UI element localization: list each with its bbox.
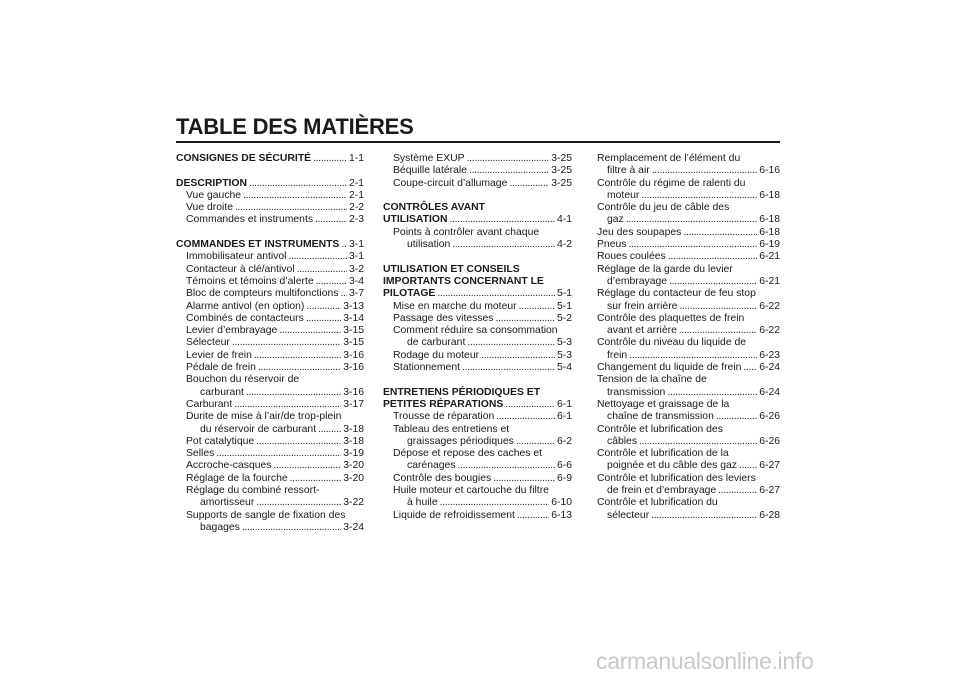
dot-leader: [519, 301, 555, 313]
toc-page-number: 4-2: [556, 239, 572, 251]
toc-entry-text: amortisseur: [200, 497, 255, 509]
toc-entry[interactable]: [383, 424, 572, 449]
dot-leader: [641, 190, 757, 202]
toc-entry[interactable]: [383, 153, 572, 165]
toc-page-number: 6-26: [759, 411, 780, 423]
toc-entry[interactable]: [597, 362, 780, 374]
dot-leader: [316, 276, 347, 288]
dot-leader: [667, 387, 757, 399]
toc-page-number: 5-1: [556, 300, 572, 312]
toc-entry-text: Réglage du contacteur de feu stop: [597, 288, 756, 300]
toc-entry-text: Comment réduire sa consommation: [393, 325, 558, 337]
toc-page-number: 5-3: [556, 337, 572, 349]
toc-entry-text: utilisation: [407, 239, 451, 251]
dot-leader: [628, 239, 757, 251]
toc-entry[interactable]: [383, 227, 572, 252]
toc-entry[interactable]: [176, 190, 364, 202]
dot-leader: [290, 473, 342, 485]
toc-entry[interactable]: [597, 251, 780, 263]
toc-entry-text: Contrôle et lubrification des leviers: [597, 472, 756, 484]
toc-page-number: 3-24: [343, 521, 364, 533]
dot-leader: [679, 301, 757, 313]
dot-leader: [493, 473, 555, 485]
toc-entry-text: CONSIGNES DE SÉCURITÉ: [176, 153, 312, 164]
dot-leader: [683, 227, 757, 239]
toc-entry-text: PILOTAGE: [383, 288, 436, 300]
toc-entry-text: Contrôle et lubrification du: [597, 497, 718, 509]
toc-entry-text: carénages: [407, 460, 456, 472]
toc-page-number: 6-26: [759, 435, 780, 447]
watermark: carmanualsonline.info: [596, 648, 814, 674]
toc-entry-text: chaîne de transmission: [607, 411, 714, 423]
dot-leader: [273, 460, 341, 472]
toc-entry[interactable]: [597, 178, 780, 203]
toc-entry-text: Pot catalytique: [186, 435, 255, 447]
toc-entry-text: ENTRETIENS PÉRIODIQUES ET: [383, 386, 541, 398]
toc-entry[interactable]: [383, 325, 572, 350]
dot-leader: [505, 399, 555, 411]
toc-page-number: 5-1: [556, 288, 572, 300]
toc-page-number: 5-4: [556, 362, 572, 374]
toc-page-number: 3-14: [343, 312, 364, 324]
toc-entry[interactable]: [176, 374, 364, 399]
toc-page-number: 3-13: [343, 300, 364, 312]
toc-entry-text: Selles: [186, 448, 215, 460]
dot-leader: [516, 436, 555, 448]
toc-entry-text: poignée et du câble des gaz: [607, 460, 737, 472]
toc-section-entry[interactable]: [176, 239, 364, 251]
toc-entry-text: Accroche-casques: [186, 460, 272, 472]
toc-page-number: 3-18: [343, 423, 364, 435]
toc-page-number: 6-1: [556, 411, 572, 423]
toc-entry[interactable]: [597, 337, 780, 362]
toc-entry[interactable]: [176, 473, 364, 485]
toc-entry-text: carburant: [200, 386, 244, 398]
toc-page-number: 6-16: [759, 165, 780, 177]
toc-entry[interactable]: [176, 288, 364, 300]
dot-leader: [467, 337, 555, 349]
dot-leader: [496, 411, 555, 423]
toc-entry-text: UTILISATION: [383, 214, 448, 226]
toc-page-number: 5-3: [556, 349, 572, 361]
toc-entry-text: Supports de sangle de fixation des: [186, 509, 346, 521]
toc-entry-text: Levier de frein: [186, 349, 252, 361]
toc-entry[interactable]: [383, 510, 572, 522]
toc-page-number: 3-17: [343, 398, 364, 410]
toc-entry[interactable]: [383, 485, 572, 510]
toc-entry-text: Huile moteur et cartouche du filtre: [393, 485, 549, 497]
toc-entry[interactable]: [383, 411, 572, 423]
toc-entry-text: Béquille latérale: [393, 165, 467, 177]
toc-page-number: 6-10: [551, 497, 572, 509]
toc-entry-text: Carburant: [186, 398, 233, 410]
toc-entry[interactable]: [597, 239, 780, 251]
toc-entry[interactable]: [383, 362, 572, 374]
toc-page-number: 6-6: [556, 460, 572, 472]
toc-entry[interactable]: [176, 301, 364, 313]
toc-page-number: 3-18: [343, 435, 364, 447]
toc-page-number: 6-13: [551, 509, 572, 521]
toc-entry[interactable]: [176, 251, 364, 263]
toc-page-number: 3-22: [343, 497, 364, 509]
toc-entry-text: Remplacement de l’élément du: [597, 153, 741, 164]
toc-entry[interactable]: [176, 436, 364, 448]
toc-entry-text: Sélecteur: [186, 337, 230, 349]
toc-entry[interactable]: [176, 202, 364, 214]
dot-leader: [235, 202, 347, 214]
dot-leader: [297, 264, 347, 276]
toc-page-number: 4-1: [556, 214, 572, 226]
toc-entry-text: sur frein arrière: [607, 300, 678, 312]
toc-entry-text: Liquide de refroidissement: [393, 509, 515, 521]
toc-entry-text: Bouchon du réservoir de: [186, 374, 300, 386]
toc-entry[interactable]: [383, 178, 572, 190]
dot-leader: [718, 485, 757, 497]
dot-leader: [313, 153, 347, 165]
toc-page-number: 3-16: [343, 362, 364, 374]
toc-entry-text: moteur: [607, 189, 640, 201]
dot-leader: [668, 251, 757, 263]
dot-leader: [629, 350, 757, 362]
toc-page-number: 6-23: [759, 349, 780, 361]
dot-leader: [306, 301, 341, 313]
toc-entry[interactable]: [176, 214, 364, 226]
toc-entry[interactable]: [597, 424, 780, 449]
toc-entry-text: Bloc de compteurs multifonctions: [186, 288, 339, 300]
dot-leader: [258, 362, 341, 374]
toc-page-number: 6-22: [759, 300, 780, 312]
toc-entry[interactable]: [597, 227, 780, 239]
dot-leader: [469, 165, 549, 177]
dot-leader: [437, 288, 555, 300]
dot-leader: [341, 239, 347, 251]
toc-entry-text: d’embrayage: [607, 275, 668, 287]
toc-section-entry[interactable]: [176, 178, 364, 190]
toc-entry-text: Réglage du combiné ressort-: [186, 485, 320, 497]
toc-entry-text: Vue droite: [186, 202, 233, 214]
toc-page-number: 2-3: [348, 214, 364, 226]
toc-entry-text: bagages: [200, 521, 240, 533]
dot-leader: [467, 153, 550, 165]
dot-leader: [242, 522, 341, 534]
toc-column-2: [383, 153, 572, 522]
dot-leader: [249, 178, 347, 190]
toc-page-number: 6-9: [556, 472, 572, 484]
dot-leader: [318, 424, 341, 436]
dot-leader: [232, 337, 341, 349]
toc-entry-text: PETITES RÉPARATIONS: [383, 398, 504, 410]
toc-entry-text: Pédale de frein: [186, 362, 256, 374]
dot-leader: [279, 325, 341, 337]
toc-entry-text: Passage des vitesses: [393, 312, 494, 324]
toc-section-entry[interactable]: [383, 202, 572, 227]
toc-entry-text: Trousse de réparation: [393, 411, 495, 423]
toc-page-number: 3-20: [343, 460, 364, 472]
toc-entry-text: du réservoir de carburant: [200, 423, 317, 435]
toc-entry[interactable]: [176, 362, 364, 374]
toc-page-number: 6-21: [759, 251, 780, 263]
toc-entry[interactable]: [383, 448, 572, 473]
toc-entry[interactable]: [176, 325, 364, 337]
toc-entry[interactable]: [597, 374, 780, 399]
toc-page-number: 2-1: [348, 189, 364, 201]
toc-page-number: 3-4: [348, 275, 364, 287]
page-title: TABLE DES MATIÈRES: [176, 114, 414, 139]
toc-entry[interactable]: [383, 301, 572, 313]
toc-entry-text: COMMANDES ET INSTRUMENTS: [176, 239, 340, 251]
toc-page-number: 3-25: [551, 177, 572, 189]
toc-entry-text: Coupe-circuit d’allumage: [393, 177, 508, 189]
title-rule: [176, 141, 780, 143]
toc-page-number: 3-25: [551, 165, 572, 177]
toc-entry[interactable]: [176, 448, 364, 460]
toc-entry[interactable]: [176, 313, 364, 325]
toc-entry-text: Contrôle du régime de ralenti du: [597, 177, 746, 189]
toc-entry-text: Durite de mise à l’air/de trop-plein: [186, 411, 342, 423]
toc-entry[interactable]: [176, 337, 364, 349]
dot-leader: [639, 436, 757, 448]
toc-entry-text: CONTRÔLES AVANT: [383, 202, 485, 214]
toc-column-1: [176, 153, 364, 534]
toc-entry-text: avant et arrière: [607, 325, 677, 337]
toc-entry[interactable]: [176, 399, 364, 411]
toc-entry-text: Commandes et instruments: [186, 214, 314, 226]
toc-entry[interactable]: [383, 350, 572, 362]
dot-leader: [462, 362, 555, 374]
dot-leader: [340, 288, 347, 300]
toc-section-entry[interactable]: [176, 153, 364, 165]
toc-section-entry[interactable]: [383, 387, 572, 412]
toc-page-number: 3-1: [348, 251, 364, 263]
toc-entry-text: Contrôle du jeu de câble des: [597, 202, 730, 214]
toc-entry-text: DESCRIPTION: [176, 177, 248, 189]
toc-entry[interactable]: [176, 276, 364, 288]
toc-entry[interactable]: [597, 313, 780, 338]
toc-entry-text: Levier d’embrayage: [186, 325, 278, 337]
toc-page-number: 3-2: [348, 263, 364, 275]
toc-entry-text: Alarme antivol (en option): [186, 300, 305, 312]
toc-entry-text: Contrôle des plaquettes de frein: [597, 312, 745, 324]
dot-leader: [254, 350, 341, 362]
toc-entry[interactable]: [597, 448, 780, 473]
toc-entry-text: Nettoyage et graissage de la: [597, 398, 730, 410]
toc-page-number: 3-15: [343, 325, 364, 337]
toc-entry-text: Vue gauche: [186, 189, 242, 201]
toc-entry[interactable]: [597, 202, 780, 227]
toc-entry-text: Roues coulées: [597, 251, 666, 263]
dot-leader: [739, 460, 757, 472]
toc-entry-text: Réglage de la garde du levier: [597, 263, 733, 275]
toc-entry-text: frein: [607, 349, 628, 361]
toc-entry-text: transmission: [607, 386, 666, 398]
toc-page-number: 5-2: [556, 312, 572, 324]
toc-entry[interactable]: [176, 350, 364, 362]
toc-entry[interactable]: [597, 288, 780, 313]
toc-section-entry[interactable]: [383, 264, 572, 301]
toc-entry-text: Tension de la chaîne de: [597, 374, 707, 386]
toc-page-number: 2-1: [348, 177, 364, 189]
toc-entry-text: sélecteur: [607, 509, 650, 521]
toc-entry[interactable]: [383, 165, 572, 177]
toc-page-number: 3-16: [343, 349, 364, 361]
toc-entry-text: gaz: [607, 214, 624, 226]
toc-entry[interactable]: [597, 399, 780, 424]
toc-entry-text: UTILISATION ET CONSEILS: [383, 263, 520, 275]
toc-page-number: 3-15: [343, 337, 364, 349]
toc-entry-text: IMPORTANTS CONCERNANT LE: [383, 275, 544, 287]
toc-entry[interactable]: [597, 497, 780, 522]
dot-leader: [440, 497, 550, 509]
toc-entry[interactable]: [176, 510, 364, 535]
toc-page-number: 2-2: [348, 202, 364, 214]
dot-leader: [458, 460, 555, 472]
toc-page-number: 6-27: [759, 460, 780, 472]
toc-page-number: 6-18: [759, 226, 780, 238]
toc-page-number: 6-22: [759, 325, 780, 337]
toc-entry-text: Pneus: [597, 239, 627, 251]
toc-entry-text: Réglage de la fourche: [186, 472, 288, 484]
toc-page-number: 6-27: [759, 485, 780, 497]
toc-page-number: 6-1: [556, 398, 572, 410]
dot-leader: [651, 510, 757, 522]
dot-leader: [509, 178, 549, 190]
dot-leader: [679, 325, 757, 337]
toc-entry-text: Jeu des soupapes: [597, 226, 682, 238]
dot-leader: [243, 190, 347, 202]
toc-entry-text: Contacteur à clé/antivol: [186, 263, 295, 275]
toc-entry-text: Combinés de contacteurs: [186, 312, 304, 324]
dot-leader: [652, 165, 757, 177]
toc-entry-text: Changement du liquide de frein: [597, 362, 742, 374]
toc-page-number: 3-25: [551, 153, 572, 164]
dot-leader: [256, 436, 341, 448]
toc-entry-text: Témoins et témoins d’alerte: [186, 275, 314, 287]
toc-entry-text: Contrôle des bougies: [393, 472, 492, 484]
toc-page-number: 6-19: [759, 239, 780, 251]
toc-entry-text: à huile: [407, 497, 438, 509]
toc-entry[interactable]: [383, 473, 572, 485]
toc-page-number: 1-1: [348, 153, 364, 164]
toc-entry-text: Points à contrôler avant chaque: [393, 226, 540, 238]
dot-leader: [216, 448, 341, 460]
toc-entry-text: câbles: [607, 435, 638, 447]
dot-leader: [449, 214, 555, 226]
dot-leader: [315, 214, 347, 226]
dot-leader: [716, 411, 757, 423]
toc-entry-text: Contrôle du niveau du liquide de: [597, 337, 747, 349]
toc-page-number: 3-19: [343, 448, 364, 460]
toc-entry[interactable]: [176, 264, 364, 276]
toc-entry-text: Mise en marche du moteur: [393, 300, 517, 312]
toc-entry-text: Système EXUP: [393, 153, 465, 164]
dot-leader: [481, 350, 555, 362]
toc-page-number: 6-18: [759, 214, 780, 226]
toc-page-number: 3-7: [348, 288, 364, 300]
toc-page-number: 6-21: [759, 275, 780, 287]
toc-entry-text: graissages périodiques: [407, 435, 514, 447]
dot-leader: [234, 399, 341, 411]
toc-column-3: [597, 153, 780, 522]
toc-page-number: 6-28: [759, 509, 780, 521]
dot-leader: [743, 362, 757, 374]
toc-entry-text: de carburant: [407, 337, 466, 349]
toc-entry[interactable]: [176, 460, 364, 472]
toc-page-number: 6-24: [759, 386, 780, 398]
toc-entry-text: Tableau des entretiens et: [393, 423, 510, 435]
dot-leader: [496, 313, 555, 325]
toc-page-number: 6-2: [556, 435, 572, 447]
toc-entry[interactable]: [176, 485, 364, 510]
toc-entry[interactable]: [597, 264, 780, 289]
dot-leader: [288, 251, 346, 263]
toc-page-number: 6-24: [759, 362, 780, 374]
toc-entry[interactable]: [597, 473, 780, 498]
toc-entry-text: Contrôle et lubrification des: [597, 423, 723, 435]
dot-leader: [626, 214, 757, 226]
toc-entry-text: Dépose et repose des caches et: [393, 448, 543, 460]
dot-leader: [256, 497, 341, 509]
toc-entry[interactable]: [176, 411, 364, 436]
toc-entry[interactable]: [597, 153, 780, 178]
toc-entry-text: Immobilisateur antivol: [186, 251, 287, 263]
dot-leader: [306, 313, 341, 325]
toc-page-number: 3-16: [343, 386, 364, 398]
toc-page-number: 6-18: [759, 189, 780, 201]
toc-entry-text: de frein et d’embrayage: [607, 485, 717, 497]
dot-leader: [246, 387, 341, 399]
toc-entry-text: Rodage du moteur: [393, 349, 480, 361]
dot-leader: [517, 510, 549, 522]
toc-entry-text: filtre à air: [607, 165, 650, 177]
dot-leader: [669, 276, 757, 288]
toc-page-number: 3-20: [343, 472, 364, 484]
toc-page-number: 3-1: [348, 239, 364, 251]
toc-entry[interactable]: [383, 313, 572, 325]
toc-entry-text: Stationnement: [393, 362, 461, 374]
dot-leader: [452, 239, 555, 251]
toc-entry-text: Contrôle et lubrification de la: [597, 448, 729, 460]
